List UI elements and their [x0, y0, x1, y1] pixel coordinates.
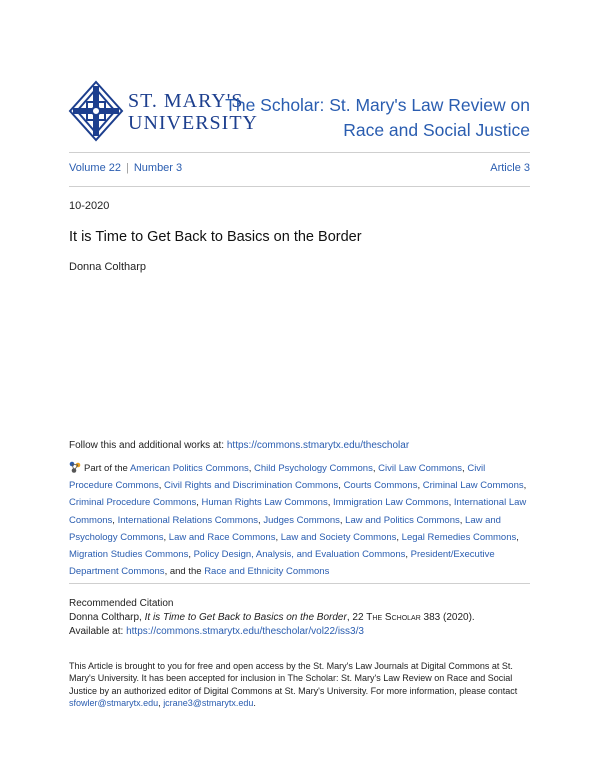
commons-link[interactable]: Criminal Procedure Commons — [69, 497, 197, 509]
email-separator: , — [158, 698, 164, 709]
separator: | — [125, 162, 129, 174]
contact-email-2[interactable]: jcrane3@stmarytx.edu — [163, 698, 254, 709]
commons-link[interactable]: Child Psychology Commons — [254, 463, 373, 474]
commons-separator: , — [112, 514, 118, 526]
university-logo[interactable] — [68, 80, 258, 142]
commons-link[interactable]: President/Executive Department Commons — [69, 549, 495, 578]
commons-separator: , — [338, 480, 344, 492]
available-at-link[interactable]: https://commons.stmarytx.edu/thescholar/vol22/iss3/3 — [126, 626, 364, 637]
follow-line — [69, 440, 409, 451]
logo-line-2: UNIVERSITY — [128, 112, 258, 134]
commons-link[interactable]: Courts Commons — [343, 480, 418, 492]
commons-prefix: Part of the — [84, 463, 130, 474]
network-icon — [69, 461, 81, 473]
divider — [69, 583, 530, 584]
article-title: It is Time to Get Back to Basics on the Border — [69, 229, 362, 245]
commons-list — [69, 460, 531, 580]
commons-separator: , — [372, 463, 379, 474]
commons-link[interactable]: Race and Ethnicity Commons — [204, 566, 330, 578]
commons-link[interactable]: Migration Studies Commons — [69, 549, 189, 561]
divider — [69, 152, 530, 153]
contact-email-1[interactable]: sfowler@stmarytx.edu — [69, 698, 159, 709]
commons-link[interactable]: Immigration Law Commons — [332, 497, 449, 509]
available-at-label: Available at: — [69, 626, 127, 637]
commons-link[interactable]: Civil Rights and Discrimination Commons — [164, 480, 339, 492]
commons-link[interactable]: Criminal Law Commons — [422, 480, 524, 492]
notice-end: . — [253, 698, 256, 709]
st-marys-emblem-icon — [68, 80, 124, 142]
commons-link[interactable]: Law and Psychology Commons — [69, 514, 501, 543]
author-name: Donna Coltharp — [69, 261, 147, 273]
commons-separator: , — [196, 497, 202, 509]
commons-link[interactable]: Human Rights Law Commons — [201, 497, 328, 509]
commons-separator: , — [396, 531, 402, 543]
volume-link[interactable]: Volume 22 — [69, 162, 121, 174]
recommended-citation-label: Recommended Citation — [69, 598, 174, 609]
commons-link[interactable]: Judges Commons — [263, 514, 340, 526]
logo-line-1: ST. MARY'S — [128, 90, 244, 112]
commons-link[interactable]: Legal Remedies Commons — [401, 531, 517, 543]
commons-link[interactable]: Policy Design, Analysis, and Evaluation Commons — [193, 549, 406, 561]
commons-separator: , — [163, 531, 169, 543]
commons-separator: , — [248, 463, 255, 474]
article-link[interactable]: Article 3 — [490, 162, 530, 174]
commons-separator: , — [339, 514, 346, 526]
commons-link[interactable]: Law and Race Commons — [168, 531, 276, 543]
divider — [69, 186, 530, 187]
citation-journal: The Scholar — [366, 612, 421, 623]
commons-separator: , — [327, 497, 333, 509]
commons-separator: , — [523, 480, 527, 492]
citation-text — [69, 611, 531, 639]
commons-link[interactable]: Civil Law Commons — [378, 463, 463, 474]
commons-items — [69, 463, 526, 577]
citation-author: Donna Coltharp, — [69, 612, 145, 623]
commons-separator: , — [417, 480, 423, 492]
commons-separator: , — [459, 514, 466, 526]
citation-volume: , 22 — [346, 612, 367, 623]
follow-prefix: Follow this and additional works at: — [69, 440, 227, 451]
commons-separator: , — [258, 514, 264, 526]
commons-link[interactable]: Civil Procedure Commons — [69, 463, 486, 492]
commons-separator: , — [275, 531, 281, 543]
citation-title: It is Time to Get Back to Basics on the Border — [144, 612, 347, 623]
commons-link[interactable]: Law and Society Commons — [280, 531, 397, 543]
citation-page-year: 383 (2020). — [420, 612, 475, 623]
journal-title-link[interactable]: The Scholar: St. Mary's Law Review on Race and Social Justice — [225, 95, 530, 140]
number-link[interactable]: Number 3 — [133, 162, 183, 174]
commons-link[interactable]: International Law Commons — [69, 497, 527, 526]
commons-link[interactable]: American Politics Commons — [129, 463, 249, 474]
commons-link[interactable]: Law and Politics Commons — [345, 514, 460, 526]
follow-url-link[interactable]: https://commons.stmarytx.edu/thescholar — [226, 440, 410, 451]
notice-text: This Article is brought to you for free and open access by the St. Mary's Law Journals at Digital Commons at St. Mary's University. It has been accepted for inclusion in The Scholar: St. Mary's Law Review on Race and Social Justice by an authorized editor of Digital Commons at St. Mary's University. For more information, please contact — [69, 661, 518, 696]
commons-separator: , — [188, 549, 194, 561]
publication-date: 10-2020 — [69, 200, 110, 212]
commons-separator: , — [462, 463, 468, 474]
commons-separator: , — [405, 549, 411, 561]
access-notice — [69, 660, 531, 710]
commons-separator: , — [448, 497, 454, 509]
issue-row — [69, 162, 530, 178]
commons-link[interactable]: International Relations Commons — [117, 514, 259, 526]
commons-separator: , — [158, 480, 165, 492]
commons-separator: , and the — [164, 566, 205, 578]
commons-separator: , — [516, 531, 519, 543]
